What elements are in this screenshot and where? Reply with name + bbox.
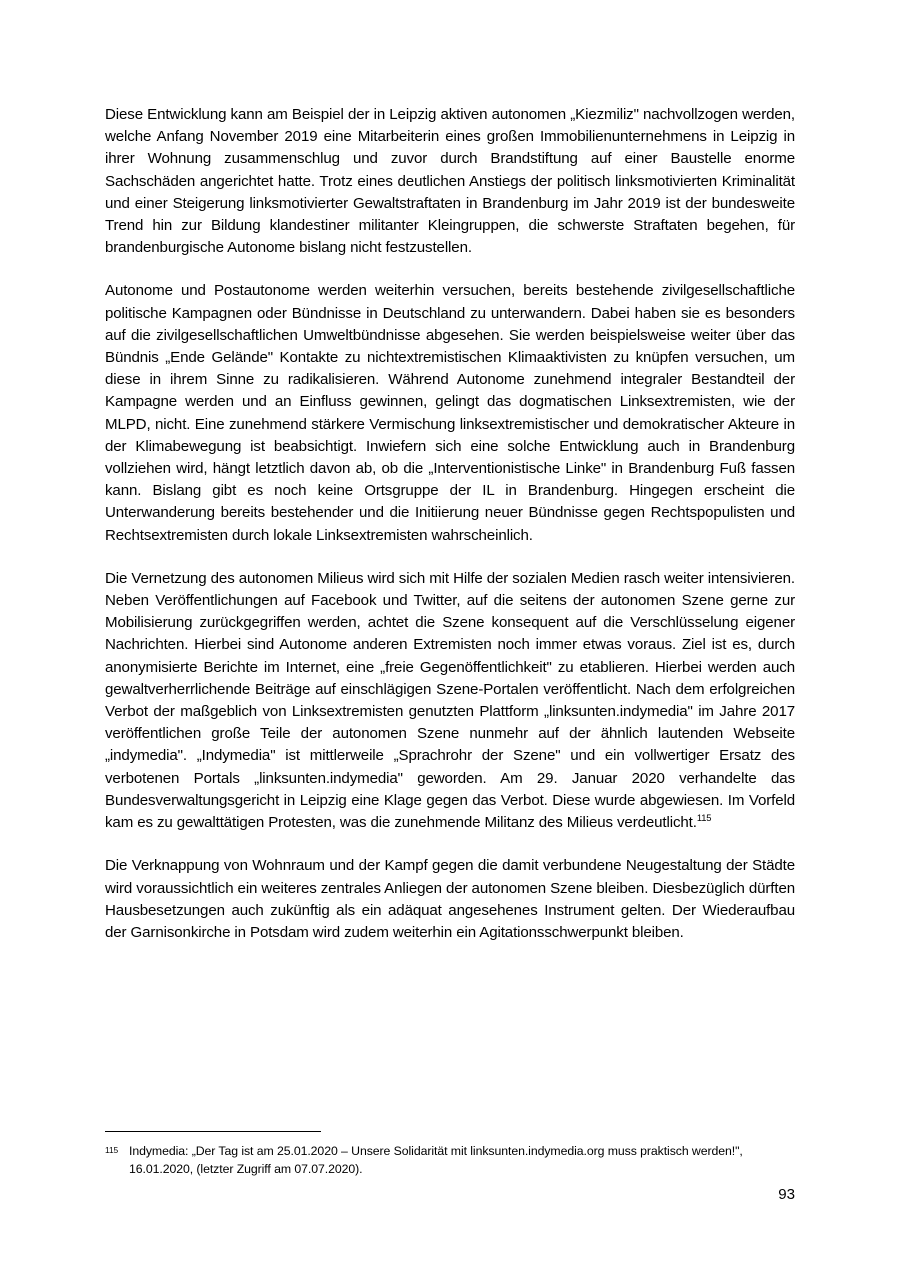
footnote-text: Indymedia: „Der Tag ist am 25.01.2020 – Unsere Solidarität mit linksunten.indymedia.org muss praktisch werden!", 16.01.2020, (letzter Zugriff am 07.07.2020). <box>129 1144 743 1176</box>
body-paragraph-4: Die Verknappung von Wohnraum und der Kampf gegen die damit verbundene Neugestaltung der Städte wird voraussichtlich ein weiteres zentrales Anliegen der autonomen Szene bleiben. Diesbezüglich dürften Hausbesetzungen auch zukünftig als ein adäquat angesehenes Instrument gelten. Der Wiederaufbau der Garnisonkirche in Potsdam wird zudem weiterhin ein Agitationsschwerpunkt bleiben. <box>105 857 795 941</box>
footnote-separator-rule <box>105 1131 321 1132</box>
body-paragraph-3-text: Die Vernetzung des autonomen Milieus wird sich mit Hilfe der sozialen Medien rasch weiter intensivieren. Neben Veröffentlichungen auf Facebook und Twitter, auf die seitens der autonomen Szene gerne zur Mobilisierung zurückgegriffen werden, achtet die Szene konsequent auf die Verschlüsselung eigener Nachrichten. Hierbei sind Autonome anderen Extremisten noch immer etwas voraus. Ziel ist es, durch anonymisierte Berichte im Internet, eine „freie Gegenöffentlichkeit" zu etablieren. Hierbei werden auch gewaltverherrlichende Beiträge auf einschlägigen Szene-Portalen veröffentlicht. Nach dem erfolgreichen Verbot der maßgeblich von Linksextremisten genutzten Plattform „linksunten.indymedia" im Jahre 2017 veröffentlichen große Teile der autonomen Szene nunmehr auf der ähnlich lautenden Webseite „indymedia". „Indymedia" ist mittlerweile „Sprachrohr der Szene" und ein vollwertiger Ersatz des verbotenen Portals „linksunten.indymedia" geworden. Am 29. Januar 2020 verhandelte das Bundesverwaltungsgericht in Leipzig eine Klage gegen das Verbot. Diese wurde abgewiesen. Im Vorfeld kam es zu gewalttätigen Protesten, was die zunehmende Militanz des Milieus verdeutlicht. <box>105 569 795 832</box>
body-paragraph-1: Diese Entwicklung kann am Beispiel der in Leipzig aktiven autonomen „Kiezmiliz" nachvollzogen werden, welche Anfang November 2019 eine Mitarbeiterin eines großen Immobilienunternehmens in Leipzig in ihrer Wohnung zusammenschlug und zuvor durch Brandstiftung auf einer Baustelle enorme Sachschäden angerichtet hatte. Trotz eines deutlichen Anstiegs der politisch linksmotivierten Kriminalität und einer Steigerung linksmotivierter Gewaltstraftaten in Brandenburg im Jahr 2019 ist der bundesweite Trend hin zur Bildung klandestiner militanter Kleingruppen, die schwerste Straftaten begehen, für brandenburgische Autonome bislang nicht festzustellen. <box>105 106 795 257</box>
footnote-area <box>105 1131 795 1178</box>
footnote-number: 115 <box>105 1145 119 1155</box>
footnote-entry <box>105 1143 795 1178</box>
footnote-reference-marker[interactable]: 115 <box>696 813 712 824</box>
body-paragraph-3 <box>105 568 795 834</box>
page-body-text <box>105 104 795 944</box>
body-paragraph-2: Autonome und Postautonome werden weiterhin versuchen, bereits bestehende zivilgesellschaftliche politische Kampagnen oder Bündnisse in Deutschland zu unterwandern. Dabei haben sie es besonders auf die zivilgesellschaftlichen Umweltbündnisse abgesehen. Sie werden beispielsweise weiter über das Bündnis „Ende Gelände" Kontakte zu nichtextremistischen Klimaaktivisten zu knüpfen versuchen, um diese in ihrem Sinne zu radikalisieren. Während Autonome zunehmend integraler Bestandteil der Kampagne werden und an Einfluss gewinnen, gelingt das dogmatischen Linksextremisten, wie der MLPD, nicht. Eine zunehmend stärkere Vermischung linksextremistischer und demokratischer Akteure in der Klimabewegung ist beabsichtigt. Inwiefern sich eine solche Entwicklung auch in Brandenburg vollziehen wird, hängt letztlich davon ab, ob die „Interventionistische Linke" in Brandenburg Fuß fassen kann. Bislang gibt es noch keine Ortsgruppe der IL in Brandenburg. Hingegen erscheint die Unterwanderung bereits bestehender und die Initiierung neuer Bündnisse gegen Rechtspopulisten und Rechtsextremisten durch lokale Linksextremisten wahrscheinlich. <box>105 282 795 544</box>
page-number: 93 <box>778 1186 795 1203</box>
